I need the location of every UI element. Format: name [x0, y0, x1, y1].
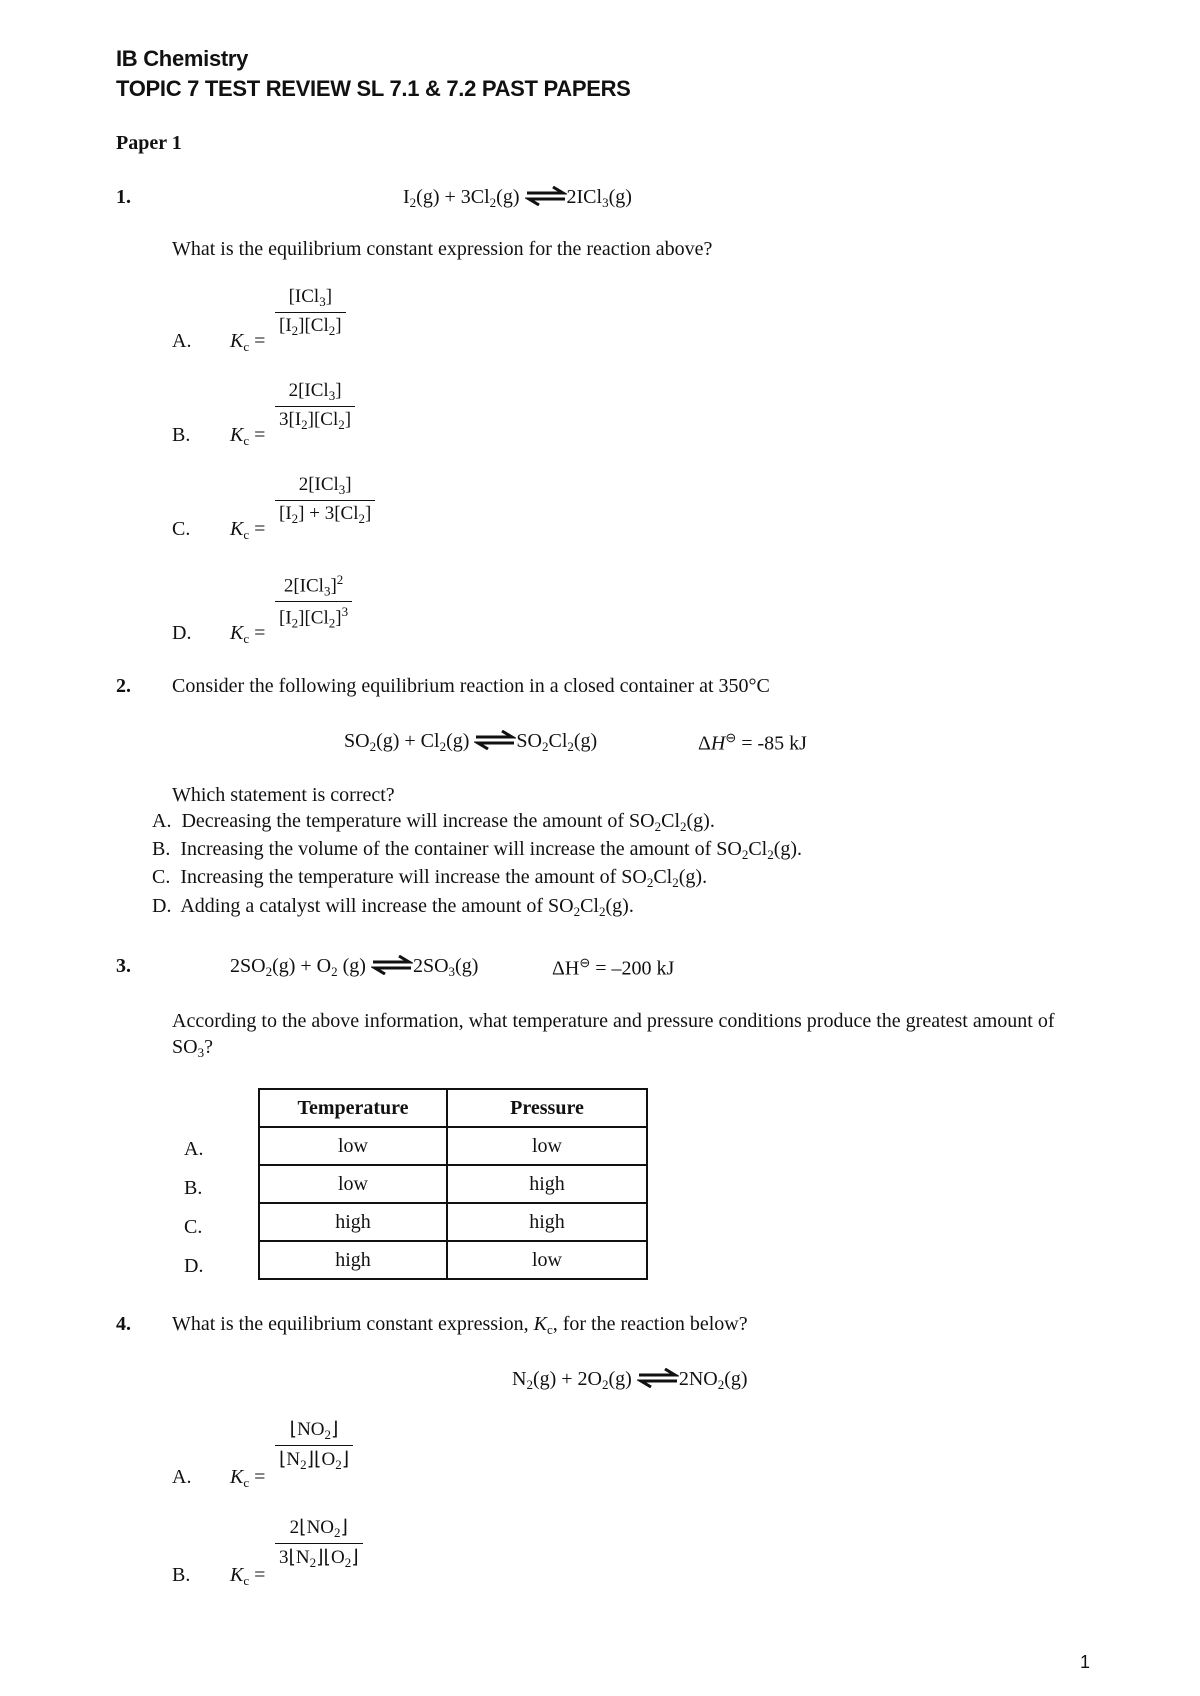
- q2-enthalpy: ΔH⊖ = -85 kJ: [698, 730, 807, 755]
- table-row: [259, 1203, 647, 1241]
- q2-option-d: D. Adding a catalyst will increase the amount of $SO_2Cl_2(g)$.: [152, 895, 634, 919]
- equilibrium-arrow-icon: [637, 1368, 679, 1388]
- q2-option-c: C. Increasing the temperature will increase the amount of $SO_2Cl_2(g)$.: [152, 866, 708, 890]
- q3-enthalpy: ΔH⊖ = –200 kJ: [552, 955, 675, 980]
- q3-equation: $2SO_2(g) + O_2$ (g) $2SO_3(g)$: [230, 955, 479, 979]
- q1-option-c-fraction: 2[ICl$_3$] $[I_2] + 3[Cl_2]$: [275, 474, 375, 527]
- column-header-temperature: Temperature: [259, 1089, 447, 1127]
- q2-option-b: B. Increasing the volume of the container will increase the amount of $SO_2Cl_2(g)$.: [152, 838, 803, 862]
- q3-question-line2: $SO_3$?: [172, 1036, 213, 1060]
- question-number: 1.: [116, 186, 131, 208]
- kc-symbol: $K_c$ =: [230, 1564, 266, 1588]
- q2-question: Which statement is correct?: [172, 784, 395, 806]
- kc-symbol: $K_c$ =: [230, 622, 266, 646]
- cell-pressure: high: [447, 1203, 647, 1241]
- kc-symbol: $K_c$ =: [230, 424, 266, 448]
- conditions-table: [258, 1088, 648, 1280]
- option-c-label: C.: [172, 518, 191, 540]
- equilibrium-arrow-icon: [371, 955, 413, 975]
- cell-pressure: low: [447, 1241, 647, 1279]
- option-b-label: B.: [172, 424, 191, 446]
- q4-question: What is the equilibrium constant expression, $K_c$, for the reaction below?: [172, 1313, 748, 1337]
- option-b-label: B.: [172, 1564, 191, 1586]
- q2-equation: $SO_2(g) + Cl_2(g)$ $SO_2Cl_2(g)$: [344, 730, 598, 754]
- q2-intro: Consider the following equilibrium reaction in a closed container at 350°C: [172, 675, 770, 697]
- page-number: 1: [1080, 1652, 1091, 1672]
- row-label: A.: [184, 1138, 204, 1160]
- course-title: IB Chemistry: [116, 46, 249, 71]
- q1-option-a-fraction: [ICl$_3$] $[I_2][Cl_2]$: [275, 286, 346, 339]
- option-d-label: D.: [172, 622, 192, 644]
- question-number: 2.: [116, 675, 131, 697]
- table-row: [259, 1127, 647, 1165]
- table-header-row: [259, 1089, 647, 1127]
- q1-option-b-fraction: 2[ICl$_3$] $3[I_2][Cl_2]$: [275, 380, 355, 433]
- section-heading: Paper 1: [116, 132, 182, 154]
- table-row: [259, 1241, 647, 1279]
- q4-option-b-fraction: $\frac{2⌊NO_2⌋}{3⌊N_2⌋⌊O_2⌋}$: [275, 1516, 363, 1571]
- cell-pressure: low: [447, 1127, 647, 1165]
- row-label: C.: [184, 1216, 203, 1238]
- option-a-label: A.: [172, 330, 192, 352]
- kc-symbol: $K_c$ =: [230, 518, 266, 542]
- question-number: 3.: [116, 955, 131, 977]
- equilibrium-arrow-icon: [474, 730, 516, 750]
- q1-equation: $I_2(g) + 3Cl_2(g)$ 2ICl$_3$(g): [403, 186, 632, 210]
- kc-symbol: $K_c$ =: [230, 1466, 266, 1490]
- column-header-pressure: Pressure: [447, 1089, 647, 1127]
- row-label: B.: [184, 1177, 203, 1199]
- q1-question: What is the equilibrium constant expression for the reaction above?: [172, 238, 713, 260]
- document-title: TOPIC 7 TEST REVIEW SL 7.1 & 7.2 PAST PAPERS: [116, 76, 631, 101]
- q3-question-line1: According to the above information, what temperature and pressure conditions produce the greatest amount of: [172, 1010, 1055, 1032]
- row-label: D.: [184, 1255, 204, 1277]
- cell-temperature: low: [259, 1127, 447, 1165]
- equilibrium-arrow-icon: [525, 186, 567, 206]
- q4-option-a-fraction: $\frac{⌊NO_2⌋}{⌊N_2⌋⌊O_2⌋}$: [275, 1418, 353, 1473]
- q4-equation: $N_2(g) + 2O_2(g)$ $2NO_2(g)$: [512, 1368, 748, 1392]
- question-number: 4.: [116, 1313, 131, 1335]
- q2-option-a: A. Decreasing the temperature will increase the amount of $SO_2Cl_2(g)$.: [152, 810, 715, 834]
- table-row: [259, 1165, 647, 1203]
- cell-temperature: low: [259, 1165, 447, 1203]
- cell-temperature: high: [259, 1241, 447, 1279]
- option-a-label: A.: [172, 1466, 192, 1488]
- q1-option-d-fraction: $2[ICl_3]^2$ $[I_2][Cl_2]^3$: [275, 572, 352, 632]
- cell-temperature: high: [259, 1203, 447, 1241]
- cell-pressure: high: [447, 1165, 647, 1203]
- kc-symbol: $K_c$ =: [230, 330, 266, 354]
